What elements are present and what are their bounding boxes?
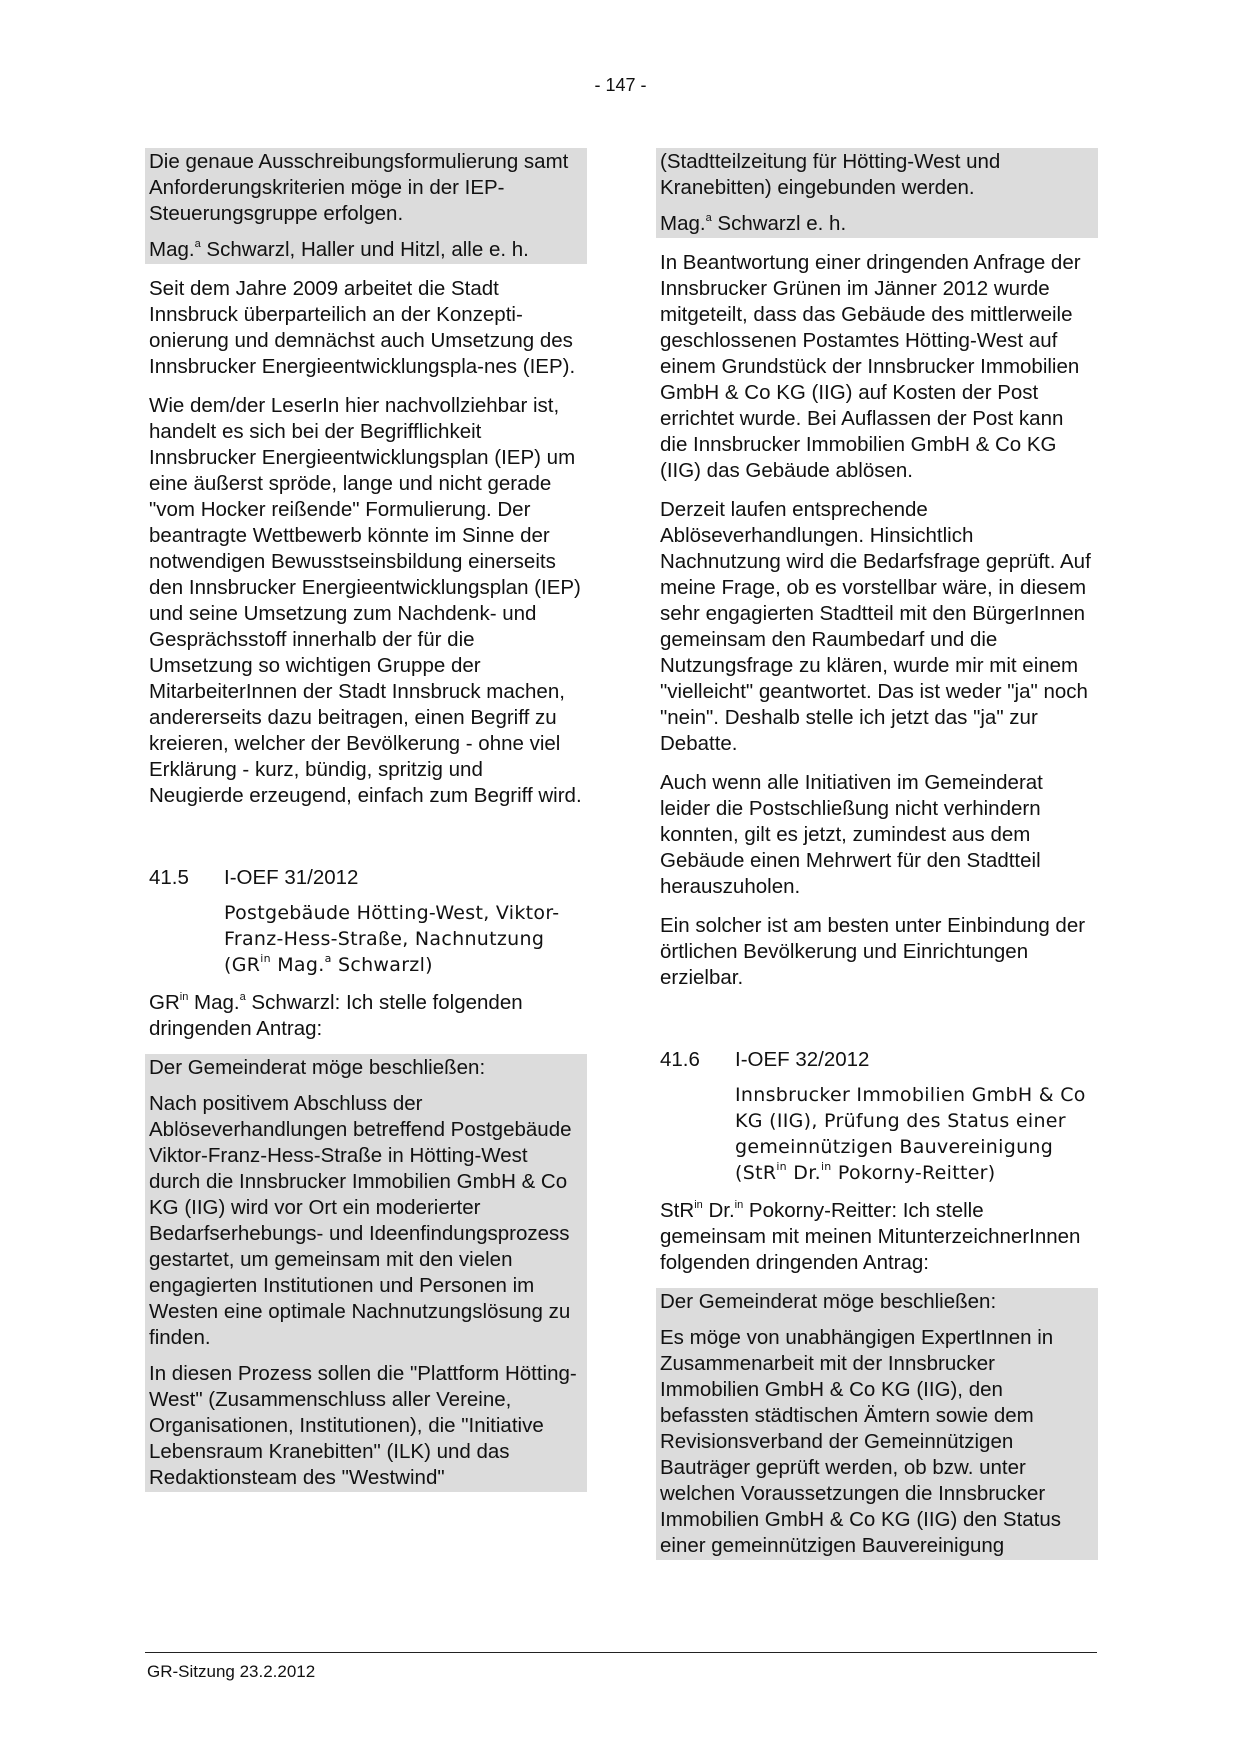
motion-intro: Der Gemeinderat möge beschließen:: [145, 1054, 587, 1090]
left-column: [145, 148, 587, 1503]
paragraph: $GR^{in}$ Mag.$^a$ Schwarzl: Ich stelle folgenden dringenden Antrag:: [149, 991, 523, 1040]
paragraph: In Beantwortung einer dringenden Anfrage der Innsbrucker Grünen im Jänner 2012 wurde mitgeteilt, dass das Gebäude des mittlerweile geschlossenen Postamtes Hötting-West auf einem Grundstück der Innsbrucker Immobilien GmbH & Co KG (IIG) auf Kosten der Post errichtet wurde. Bei Auflassen der Post kann die Innsbrucker Immobilien GmbH & Co KG (IIG) das Gebäude ablösen.: [660, 251, 1081, 482]
paragraph: Die genaue Ausschreibungsformulierung samt Anforderungskriterien möge in der IEP-Steuerungsgruppe erfolgen.: [145, 148, 587, 236]
agenda-item-number: 41.6: [660, 1048, 700, 1071]
paragraph: Ein solcher ist am besten unter Einbindung der örtlichen Bevölkerung und Einrichtungen erzielbar.: [660, 914, 1086, 989]
paragraph: Derzeit laufen entsprechende Ablöseverhandlungen. Hinsichtlich Nachnutzung wird die Bedarfsfrage geprüft. Auf meine Frage, ob es vorstellbar wäre, in diesem sehr engagierten Stadtteil mit den BürgerInnen gemeinsam den Raumbedarf und die Nutzungsfrage zu klären, wurde mir mit einem "vielleicht" geantwortet. Das ist weder "ja" noch "nein". Deshalb stelle ich jetzt das "ja" zur Debatte.: [660, 498, 1091, 755]
right-column: [656, 148, 1098, 1571]
motion-text: In diesen Prozess sollen die "Plattform Hötting-West" (Zusammenschluss aller Vereine, Organisationen, Institutionen), die "Initiative Lebensraum Kranebitten" (ILK) und das Redaktionsteam des "Westwind": [145, 1360, 587, 1492]
signature-line: Mag.$^a$ Schwarzl, Haller und Hitzl, alle e. h.: [145, 236, 587, 264]
agenda-item-title: Postgebäude Hötting-West, Viktor-Franz-Hess-Straße, Nachnutzung ($GR^{in}$ Mag.$^a$ Schwarzl): [224, 902, 560, 976]
agenda-item-heading: [145, 865, 587, 891]
agenda-item-code: I-OEF 32/2012: [735, 1048, 870, 1071]
paragraph: Wie dem/der LeserIn hier nachvollziehbar ist, handelt es sich bei der Begrifflichkeit Innsbrucker Energieentwicklungsplan (IEP) um eine äußerst spröde, lange und nicht gerade "vom Hocker reißende" Formulierung. Der beantragte Wettbewerb könnte im Sinne der notwendigen Bewusstseinsbildung einerseits den Innsbrucker Energieentwicklungsplan (IEP) und seine Umsetzung zum Nachdenk- und Gesprächsstoff innerhalb der für die Umsetzung so wichtigen Gruppe der MitarbeiterInnen der Stadt Innsbruck machen, andererseits dazu beitragen, einen Begriff zu kreieren, welcher der Bevölkerung - ohne viel Erklärung - kurz, bündig, spritzig und Neugierde erzeugend, einfach zum Begriff wird.: [149, 394, 582, 807]
page-number: - 147 -: [594, 75, 647, 95]
agenda-item-code: I-OEF 31/2012: [224, 866, 359, 889]
motion-text: Nach positivem Abschluss der Ablöseverhandlungen betreffend Postgebäude Viktor-Franz-Hess-Straße in Hötting-West durch die Innsbrucker Immobilien GmbH & Co KG (IIG) wird vor Ort ein moderierter Bedarfserhebungs- und Ideenfindungsprozess gestartet, um gemeinsam mit den vielen engagierten Institutionen und Personen im Westen eine optimale Nachnutzungslösung zu finden.: [145, 1090, 587, 1360]
motion-text: Es möge von unabhängigen ExpertInnen in Zusammenarbeit mit der Innsbrucker Immobilien GmbH & Co KG (IIG), den befassten städtischen Ämtern sowie dem Revisionsverband der Gemeinnützigen Bauträger geprüft werden, ob bzw. unter welchen Voraussetzungen die Innsbrucker Immobilien GmbH & Co KG (IIG) den Status einer gemeinnützigen Bauvereinigung: [656, 1324, 1098, 1560]
motion-intro: Der Gemeinderat möge beschließen:: [656, 1288, 1098, 1324]
agenda-item-number: 41.5: [149, 866, 189, 889]
footer: GR-Sitzung 23.2.2012: [147, 1662, 316, 1681]
signature-line: Mag.$^a$ Schwarzl e. h.: [656, 210, 1098, 238]
paragraph: Auch wenn alle Initiativen im Gemeinderat leider die Postschließung nicht verhindern konnten, gilt es jetzt, zumindest aus dem Gebäude einen Mehrwert für den Stadtteil herauszuholen.: [660, 771, 1043, 898]
footer-divider: [145, 1652, 1097, 1653]
agenda-item-heading: [656, 1047, 1098, 1073]
paragraph: StR$^{in}$ Dr.$^{in}$ Pokorny-Reitter: Ich stelle gemeinsam mit meinen MitunterzeichnerInnen folgenden dringenden Antrag:: [660, 1199, 1081, 1274]
paragraph: Seit dem Jahre 2009 arbeitet die Stadt Innsbruck überparteilich an der Konzepti-onierung und demnächst auch Umsetzung des Innsbrucker Energieentwicklungspla-nes (IEP).: [149, 277, 576, 378]
motion-text: (Stadtteilzeitung für Hötting-West und Kranebitten) eingebunden werden.: [656, 148, 1098, 210]
agenda-item-title: Innsbrucker Immobilien GmbH & Co KG (IIG), Prüfung des Status einer gemeinnützigen Bauvereinigung (StR$^{in}$ Dr.$^{in}$ Pokorny-Reitter): [735, 1084, 1086, 1184]
